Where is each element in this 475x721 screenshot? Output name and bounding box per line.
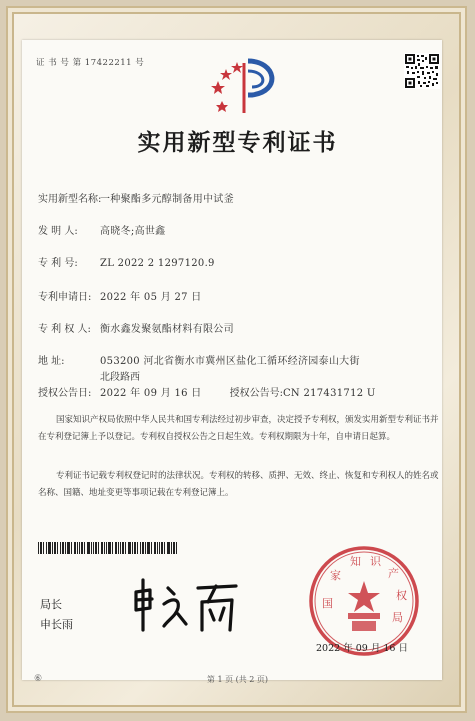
field-label: 地 址: (38, 356, 65, 367)
field-address (38, 352, 360, 367)
field-value: ZL 2022 2 1297120.9 (100, 258, 215, 269)
grant-date: 2022 年 09 月 16 日 (100, 388, 202, 399)
page-footer: 第 1 页 (共 2 页) (206, 675, 269, 684)
director-title: 局长 (40, 598, 62, 611)
svg-text:局: 局 (392, 611, 403, 624)
legal-paragraph-1: 国家知识产权局依照中华人民共和国专利法经过初步审查，决定授予专利权，颁发实用新型专利证书并在专利登记簿上予以登记。专利权自授权公告之日起生效。专利权期限为十年，自申请日起算。 (38, 415, 439, 442)
field-value: 衡水鑫发聚氨酯材料有限公司 (100, 324, 234, 335)
address-line2: 北段路西 (100, 372, 140, 383)
field-label: 授权公告日: (38, 388, 92, 399)
barcode-icon (38, 542, 178, 554)
field-label: 实用新型名称: (38, 194, 102, 205)
grant-pub-no: CN 217431712 U (282, 388, 376, 399)
field-patentee (38, 320, 234, 335)
certificate-number: 证 书 号 第 17422211 号 (36, 58, 145, 68)
field-value: 2022 年 05 月 27 日 (100, 292, 202, 303)
field-patent-number (38, 254, 215, 269)
field-utility-model-name (38, 190, 234, 205)
field-label: 专 利 权 人: (38, 324, 91, 335)
field-inventor (38, 222, 165, 237)
svg-text:家: 家 (330, 569, 341, 582)
handwritten-signature (128, 574, 248, 636)
field-grant (38, 384, 376, 399)
legal-paragraph-2: 专利证书记载专利权登记时的法律状况。专利权的转移、质押、无效、终止、恢复和专利权人的姓名或名称、国籍、地址变更等事项记载在专利登记簿上。 (38, 471, 439, 498)
svg-text:知: 知 (350, 555, 361, 568)
seal-date: 2022 年 09 月 16 日 (316, 643, 408, 654)
field-value: 一种聚酯多元醇制备用中试釜 (100, 194, 234, 205)
svg-text:国: 国 (322, 597, 333, 610)
field-application-date (38, 288, 202, 303)
svg-text:权: 权 (396, 589, 407, 602)
cnipa-logo-icon (204, 55, 284, 117)
svg-text:产: 产 (388, 567, 399, 580)
svg-text:识: 识 (370, 555, 381, 568)
field-value: 高晓冬;高世鑫 (100, 226, 166, 237)
field-label: 专利申请日: (38, 292, 92, 303)
corner-mark: ⑥ (34, 674, 43, 684)
field-label: 专 利 号: (38, 258, 78, 269)
qr-code-icon (404, 53, 440, 89)
certificate-title: 实用新型专利证书 (137, 129, 338, 156)
address-line1: 053200 河北省衡水市冀州区盐化工循环经济园泰山大街 (100, 356, 360, 367)
director-name: 申长雨 (40, 618, 73, 631)
field-label: 发 明 人: (38, 226, 78, 237)
grant-pub-label: 授权公告号: (229, 388, 283, 399)
